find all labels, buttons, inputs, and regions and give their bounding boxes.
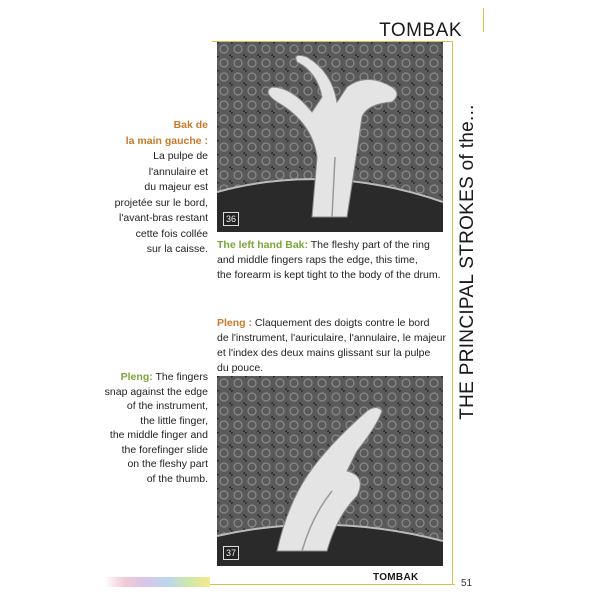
footer-rule (210, 584, 455, 585)
fr-line: cette fois collée (135, 227, 208, 240)
fr-line: l'annulaire et (148, 165, 208, 178)
footer-title: TOMBAK (373, 572, 419, 583)
decorative-rule-vertical (452, 42, 453, 585)
en-line: snap against the edge (104, 385, 208, 398)
fr-heading-bak-line2: la main gauche : (125, 134, 208, 147)
photo-left-hand-bak (217, 42, 443, 232)
fr-line: sur la caisse. (146, 243, 208, 255)
en-description-bak (217, 238, 445, 283)
en-line: the forearm is kept tight to the body of the drum. (217, 269, 441, 281)
fr-heading-pleng: Pleng : (217, 317, 253, 329)
en-line: The fingers (152, 371, 208, 383)
en-description-pleng (105, 370, 208, 486)
color-gradient-bar (104, 577, 210, 587)
fr-line: La pulpe de (153, 150, 208, 162)
fr-description-bak (115, 118, 208, 258)
photo-number: 36 (223, 212, 239, 226)
en-line: the little finger, (140, 414, 208, 427)
en-line: of the instrument, (126, 400, 208, 412)
photo-number: 37 (223, 546, 239, 560)
fr-line: du majeur est (144, 181, 208, 193)
fr-line: Claquement des doigts contre le bord (252, 317, 430, 329)
fr-description-pleng (217, 316, 447, 376)
decorative-rule-top (483, 8, 484, 32)
en-line: and middle fingers raps the edge, this time, (217, 254, 418, 266)
en-line: of the thumb. (146, 472, 208, 485)
en-line: on the fleshy part (127, 458, 208, 470)
en-line: the middle finger and (109, 429, 208, 441)
fr-line: projetée sur le bord, (114, 196, 208, 209)
fr-line: l'avant-bras restant (119, 212, 208, 224)
fr-heading-bak-line1: Bak de (173, 119, 208, 131)
fr-line: de l'instrument, l'auriculaire, l'annulaire, le majeur (217, 332, 446, 344)
fr-line: du pouce. (217, 362, 264, 374)
en-line: The fleshy part of the ring (308, 239, 430, 251)
page-title: TOMBAK (379, 20, 462, 41)
fr-line: et l'index des deux mains glissant sur la pulpe (217, 347, 431, 359)
en-heading-pleng: Pleng: (120, 371, 153, 383)
en-line: the forefinger slide (121, 443, 208, 456)
en-heading-bak: The left hand Bak: (217, 239, 309, 251)
side-title: THE PRINCIPAL STROKES of the... (457, 104, 478, 420)
photo-pleng (217, 376, 443, 566)
page-number: 51 (461, 578, 473, 589)
